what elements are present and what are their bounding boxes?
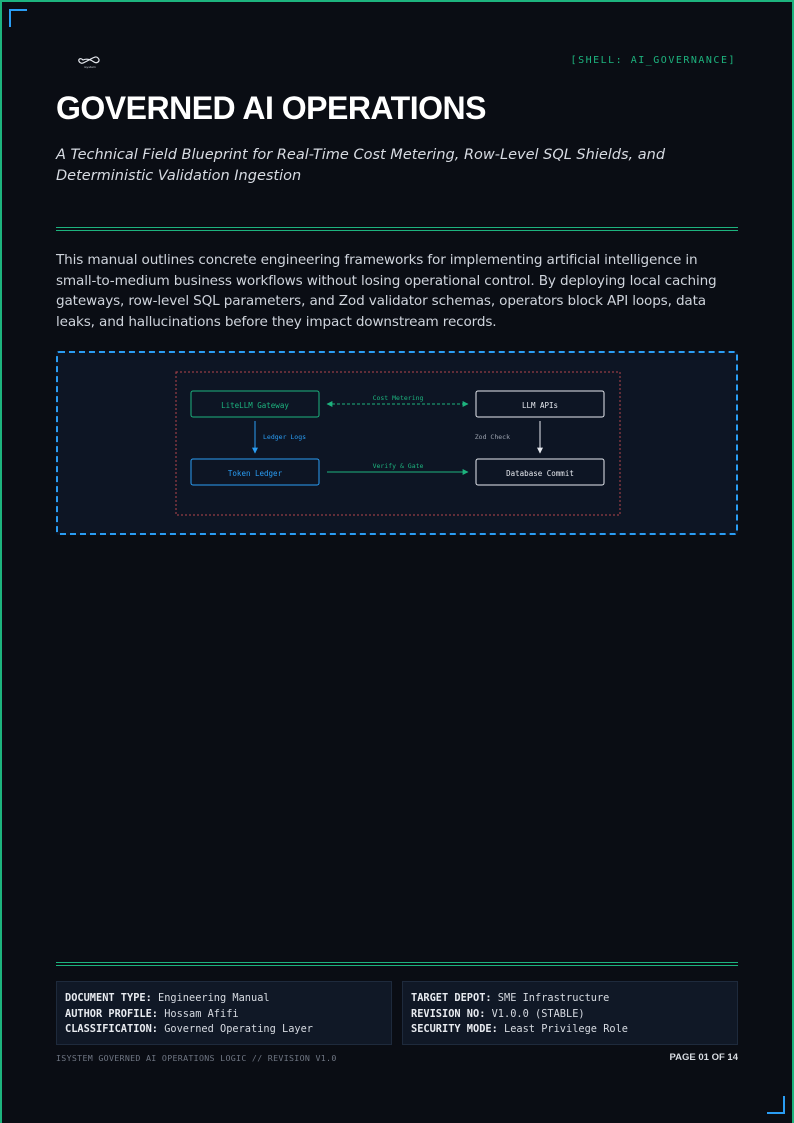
meta-value: Least Privilege Role <box>504 1023 628 1036</box>
node-database-commit <box>476 459 604 485</box>
page-subtitle: A Technical Field Blueprint for Real-Time Cost Metering, Row-Level SQL Shields, and Deterministic Validation Ingestion <box>56 147 666 184</box>
edge-label-verify: Verify & Gate <box>372 462 424 470</box>
meta-value: V1.0.0 (STABLE) <box>491 1007 585 1020</box>
node-label-gateway: LiteLLM Gateway <box>221 401 289 410</box>
meta-key: CLASSIFICATION: <box>65 1023 158 1036</box>
meta-row <box>411 1007 729 1023</box>
meta-row <box>65 1007 383 1023</box>
meta-value: Governed Operating Layer <box>164 1023 313 1036</box>
meta-value: Engineering Manual <box>158 992 270 1004</box>
document-meta-right <box>402 981 738 1045</box>
meta-row <box>411 991 729 1007</box>
node-llm-apis <box>476 391 604 417</box>
diagram-canvas <box>58 353 740 537</box>
meta-key: DOCUMENT TYPE: <box>65 992 152 1004</box>
meta-row <box>65 991 383 1007</box>
footer-revision: ISYSTEM GOVERNED AI OPERATIONS LOGIC // REVISION V1.0 <box>56 1053 337 1063</box>
architecture-diagram <box>56 351 738 535</box>
node-label-db: Database Commit <box>506 469 574 478</box>
meta-row <box>411 1022 729 1038</box>
meta-value: SME Infrastructure <box>497 992 610 1004</box>
node-label-llm: LLM APIs <box>521 401 559 410</box>
page-title: GOVERNED AI OPERATIONS <box>56 90 486 126</box>
node-token-ledger <box>191 459 319 485</box>
meta-row <box>65 1022 383 1038</box>
node-label-ledger: Token Ledger <box>227 469 283 478</box>
logo-wordmark: isystem <box>84 65 96 69</box>
meta-key: AUTHOR PROFILE: <box>65 1007 158 1020</box>
corner-mark-top-left <box>9 9 27 27</box>
infinity-logo-icon <box>76 54 102 72</box>
edge-label-zod: Zod Check <box>474 433 510 441</box>
divider-bottom <box>56 962 738 966</box>
node-litellm-gateway <box>191 391 319 417</box>
edge-label-ledger-logs: Ledger Logs <box>263 433 307 441</box>
corner-mark-bottom-right <box>767 1096 785 1114</box>
document-meta-left <box>56 981 392 1045</box>
page-number: PAGE 01 OF 14 <box>669 1052 738 1063</box>
meta-value: Hossam Afifi <box>164 1007 239 1020</box>
shell-tag: [SHELL: AI_GOVERNANCE] <box>570 55 736 66</box>
divider-top <box>56 227 738 231</box>
meta-key: TARGET DEPOT: <box>411 992 492 1004</box>
meta-key: SECURITY MODE: <box>411 1023 498 1036</box>
edge-label-cost: Cost Metering <box>372 394 424 402</box>
meta-key: REVISION NO: <box>411 1007 486 1020</box>
intro-paragraph: This manual outlines concrete engineering frameworks for implementing artificial intelligence in small-to-medium business workflows without losing operational control. By deploying local caching gateways, row-level SQL parameters, and Zod validator schemas, operators block API loops, data leaks, and hallucinations before they impact downstream records. <box>56 252 717 330</box>
